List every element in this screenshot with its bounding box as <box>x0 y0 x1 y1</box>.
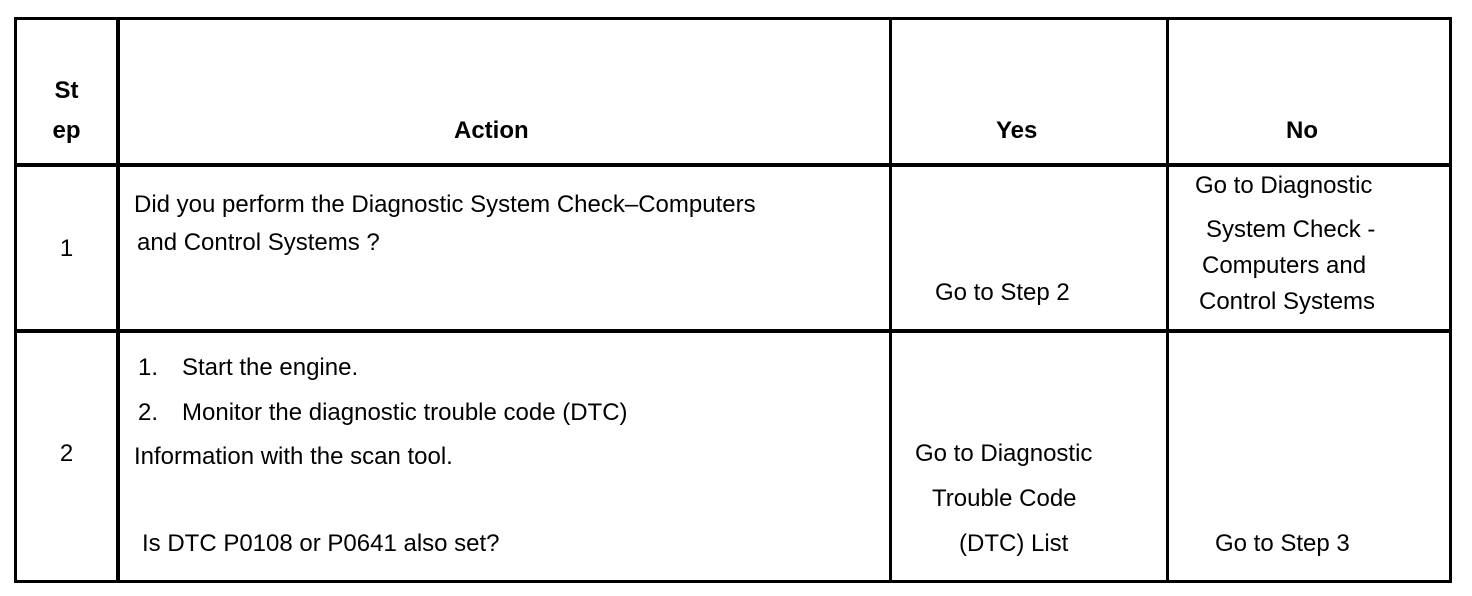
row1-no-line3: Computers and <box>1202 252 1367 279</box>
row2-item2-number: 2. <box>138 399 159 426</box>
header-action: Action <box>454 117 529 144</box>
row2-action-question: Is DTC P0108 or P0641 also set? <box>142 530 500 557</box>
column-divider-yes <box>1166 17 1169 583</box>
diagnostic-table <box>14 17 1452 583</box>
header-step-line2: ep <box>52 117 81 144</box>
row2-yes-line2: Trouble Code <box>932 485 1077 512</box>
header-row-divider <box>14 163 1452 167</box>
row1-no-line2: System Check - <box>1206 216 1376 243</box>
column-divider-step <box>116 17 120 583</box>
table-border-right <box>1449 17 1452 583</box>
row2-item1-text: Start the engine. <box>182 354 359 381</box>
table-border-top <box>14 17 1452 20</box>
table-border-bottom <box>14 580 1452 583</box>
header-yes: Yes <box>996 117 1038 144</box>
row1-action-line2: and Control Systems ? <box>137 229 380 256</box>
row1-action-line1: Did you perform the Diagnostic System Check–Computers <box>134 191 756 218</box>
row1-yes: Go to Step 2 <box>935 279 1070 306</box>
row1-no-line1: Go to Diagnostic <box>1195 172 1373 199</box>
row1-no-line4: Control Systems <box>1199 288 1376 315</box>
header-step-line1: St <box>54 77 79 104</box>
row2-item1-number: 1. <box>138 354 159 381</box>
row-divider <box>14 329 1452 333</box>
header-no: No <box>1286 117 1318 144</box>
row1-step-number: 1 <box>59 235 74 262</box>
row2-action-continuation: Information with the scan tool. <box>134 443 453 470</box>
row2-yes-line3: (DTC) List <box>959 530 1069 557</box>
row2-item2-text: Monitor the diagnostic trouble code (DTC) <box>182 399 628 426</box>
column-divider-action <box>889 17 892 583</box>
row2-no: Go to Step 3 <box>1215 530 1350 557</box>
row2-yes-line1: Go to Diagnostic <box>915 440 1093 467</box>
row2-step-number: 2 <box>59 440 74 467</box>
